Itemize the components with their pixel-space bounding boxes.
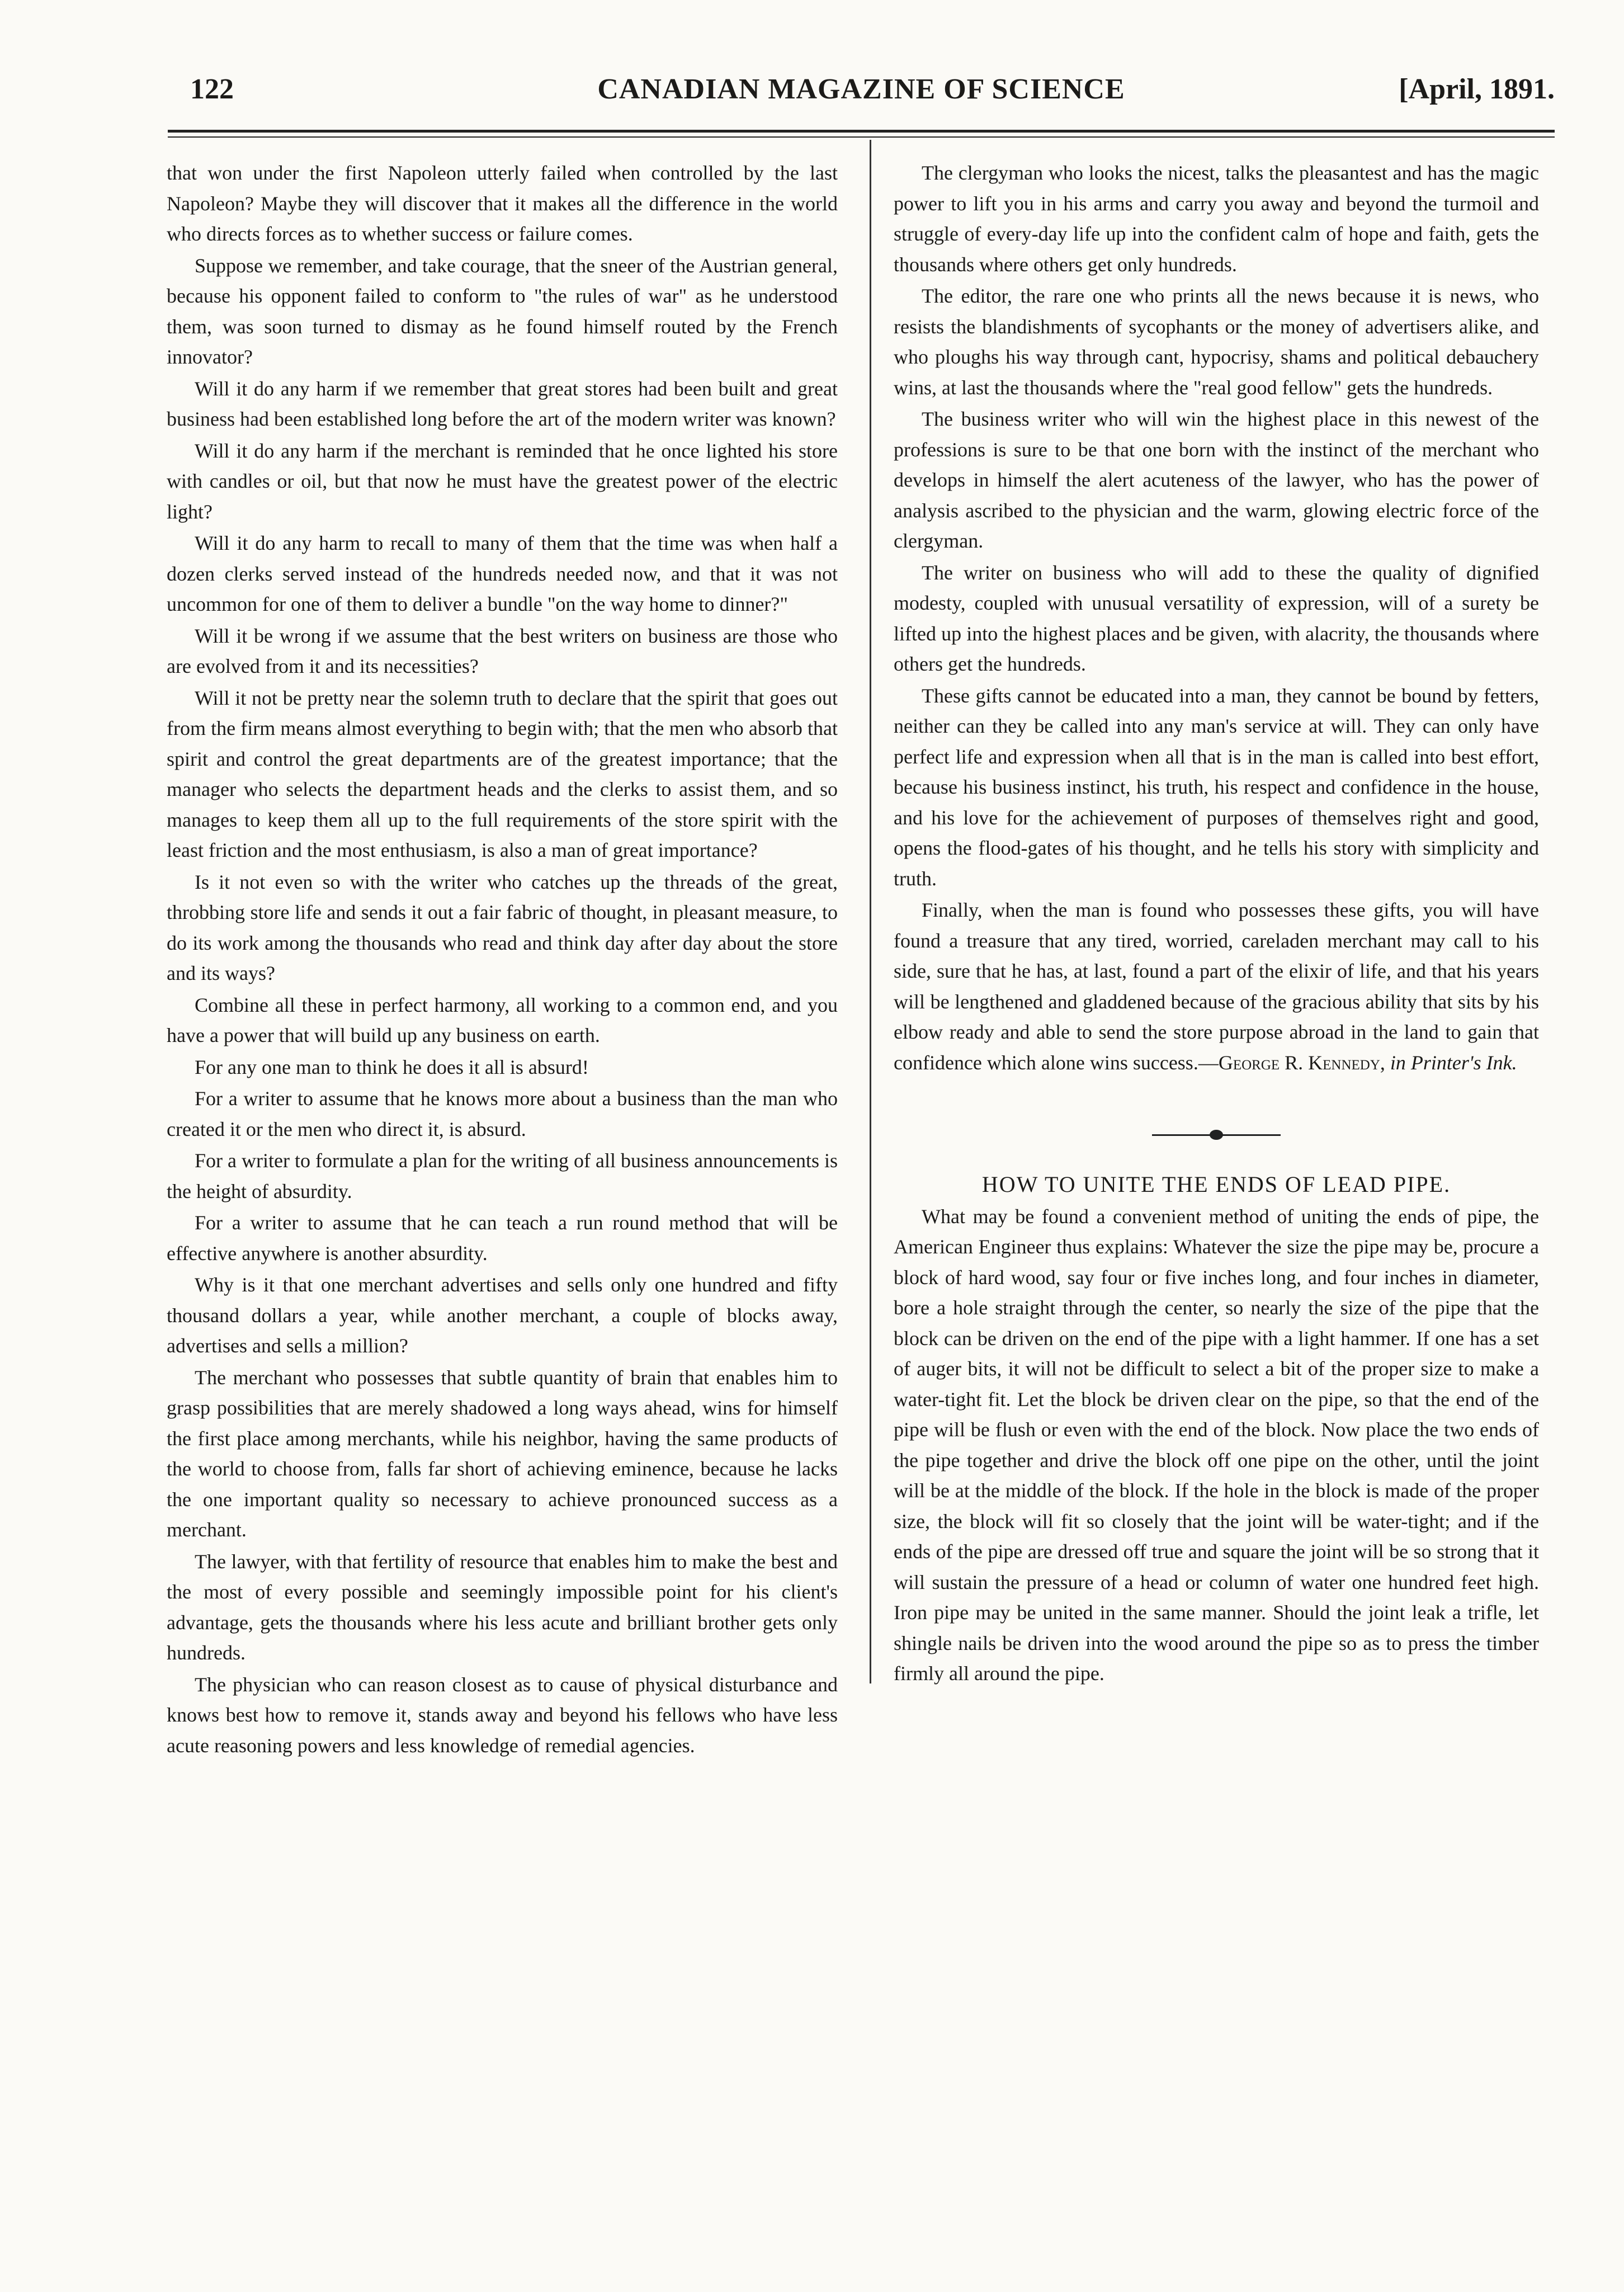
author-signature: George R. Kennedy, bbox=[1218, 1051, 1385, 1074]
source-attribution: in Printer's Ink. bbox=[1390, 1051, 1517, 1074]
paragraph: For a writer to assume that he knows more about a business than the man who created it or the men who direct it, is absurd. bbox=[167, 1087, 838, 1140]
paragraph: The clergyman who looks the nicest, talks the pleasantest and has the magic power to lift you in his arms and carry you away and beyond the turmoil and struggle of every-day life up into the confident calm of hope and faith, gets the thousands where others get only hundreds. bbox=[894, 162, 1539, 276]
page-header bbox=[168, 56, 1555, 117]
header-rule-thin bbox=[168, 136, 1555, 138]
paragraph: that won under the first Napoleon utterly failed when controlled by the last Napoleon? Maybe they will discover that it makes all the difference in the world who directs forces as to whether success or failure comes. bbox=[167, 162, 838, 245]
header-rule bbox=[168, 130, 1555, 133]
paragraph: The business writer who will win the highest place in this newest of the professions is sure to be that one born with the instinct of the merchant who develops in himself the alert acuteness of the lawyer, who has the power of analysis ascribed to the physician and the warm, glowing electric force of the clergyman. bbox=[894, 408, 1539, 552]
magazine-title: CANADIAN MAGAZINE OF SCIENCE bbox=[597, 73, 1125, 105]
section-ornament bbox=[1152, 1128, 1281, 1142]
paragraph: For a writer to assume that he can teach a run round method that will be effective anywhere is another absurdity. bbox=[167, 1211, 838, 1265]
paragraph: Will it do any harm to recall to many of them that the time was when half a dozen clerks served instead of the hundreds needed now, and that it was not uncommon for one of them to deliver a bundle "on the way home to dinner?" bbox=[167, 532, 838, 615]
paragraph: The physician who can reason closest as to cause of physical disturbance and knows best how to remove it, stands away and beyond his fellows who have less acute reasoning powers and less knowledge of remedial agencies. bbox=[167, 1673, 838, 1757]
paragraph: The editor, the rare one who prints all the news because it is news, who resists the blandishments of sycophants or the money of advertisers alike, and who ploughs his way through cant, hypocrisy, shams and political debauchery wins, at last the thousands where the "real good fellow" gets the hundreds. bbox=[894, 285, 1539, 399]
article-heading: HOW TO UNITE THE ENDS OF LEAD PIPE. bbox=[981, 1172, 1451, 1197]
paragraph: For any one man to think he does it all is absurd! bbox=[195, 1055, 589, 1078]
paragraph: The writer on business who will add to these the quality of dignified modesty, coupled with unusual versatility of expression, will of a surety be lifted up into the highest places and be given, with alacrity, the thousands where others get the hundreds. bbox=[894, 561, 1539, 675]
paragraph: Why is it that one merchant advertises and sells only one hundred and fifty thousand dollars a year, while another merchant, a couple of blocks away, advertises and sells a million? bbox=[167, 1274, 838, 1357]
paragraph: What may be found a convenient method of uniting the ends of pipe, the American Engineer thus explains: Whatever the size the pipe may be, procure a block of hard wood, say four or five inches long, and four inches in diameter, bore a hole straight through the center, so nearly the size of the pipe that the block can be driven on the end of the pipe with a light hammer. If one has a set of auger bits, it will not be difficult to select a bit of the proper size to make a water-tight fit. Let the block be driven clear on the pipe, so that the end of the pipe will be flush or even with the end of the block. Now place the two ends of the pipe together and drive the block off one pipe on the other, until the joint will be at the middle of the block. If the hole in the block is made of the proper size, the block will fit so closely that the joint will be water-tight; and if the ends of the pipe are dressed off true and square the joint will be so strong that it will sustain the pressure of a head or column of water one hundred feet high. Iron pipe may be united in the same manner. Should the joint leak a trifle, let shingle nails be driven into the wood around the pipe so as to press the timber firmly all around the pipe. bbox=[894, 1205, 1539, 1685]
right-column bbox=[894, 158, 1539, 1690]
paragraph: Will it not be pretty near the solemn truth to declare that the spirit that goes out from the firm means almost everything to begin with; that the men who absorb that spirit and control the great departments are of the greatest importance; that the manager who selects the department heads and the clerks to assist them, and so manages to keep them all up to the full requirements of the store spirit with the least friction and the most enthusiasm, is also a man of great importance? bbox=[167, 686, 838, 861]
column-divider bbox=[870, 140, 871, 1683]
paragraph: Will it do any harm if the merchant is reminded that he once lighted his store with candles or oil, but that now he must have the greatest power of the electric light? bbox=[167, 439, 838, 523]
left-column bbox=[167, 158, 838, 1762]
paragraph: The merchant who possesses that subtle quantity of brain that enables him to grasp possibilities that are merely shadowed a long ways ahead, wins for himself the first place among merchants, while his neighbor, having the same products of the world to choose from, falls far short of achieving eminence, because he lacks the one important quality so necessary to achieve pronounced success as a merchant. bbox=[167, 1366, 838, 1541]
paragraph: Will it do any harm if we remember that great stores had been built and great business had been established long before the art of the modern writer was known? bbox=[167, 377, 838, 430]
paragraph: Suppose we remember, and take courage, that the sneer of the Austrian general, because his opponent failed to conform to "the rules of war" as he understood them, was soon turned to dismay as he found himself routed by the French innovator? bbox=[167, 254, 838, 368]
paragraph: These gifts cannot be educated into a man, they cannot be bound by fetters, neither can they be called into any man's service at will. They can only have perfect life and expression when all that is in the man is called into best effort, because his business instinct, his truth, his respect and confidence in the house, and his love for the achievement of purposes of themselves right and good, opens the flood-gates of his thought, and he tells his story with simplicity and truth. bbox=[894, 684, 1539, 890]
paragraph: Combine all these in perfect harmony, all working to a common end, and you have a power that will build up any business on earth. bbox=[167, 993, 838, 1046]
paragraph: Is it not even so with the writer who catches up the threads of the great, throbbing store life and sends it out a fair fabric of thought, in pleasant measure, to do its work among the thousands who read and think day after day about the store and its ways? bbox=[167, 870, 838, 984]
paragraph: Will it be wrong if we assume that the best writers on business are those who are evolved from it and its necessities? bbox=[167, 624, 838, 677]
page-number: 122 bbox=[190, 73, 234, 105]
paragraph: For a writer to formulate a plan for the writing of all business announcements is the height of absurdity. bbox=[167, 1149, 838, 1202]
paragraph: Finally, when the man is found who possesses these gifts, you will have found a treasure that any tired, worried, careladen merchant may call to his side, sure that he has, at last, found a part of the elixir of life, and that his years will be lengthened and gladdened because of the gracious ability that sits by his elbow ready and able to send the store purpose abroad in the land to gain that confidence which alone wins success.—George R. Kennedy, in Printer's Ink. bbox=[894, 899, 1539, 1074]
paragraph: The lawyer, with that fertility of resource that enables him to make the best and the most of every possible and seemingly impossible point for his client's advantage, gets the thousands where his less acute and brilliant brother gets only hundreds. bbox=[167, 1550, 838, 1664]
paragraph-text: Finally, when the man is found who possesses these gifts, you will have found a treasure that any tired, worried, careladen merchant may call to his side, sure that he has, at last, found a part of the elixir of life, and that his years will be lengthened and gladdened because of the gracious ability that sits by his elbow ready and able to send the store purpose abroad in the land to gain that confidence which alone wins success. bbox=[894, 899, 1539, 1074]
issue-date: [April, 1891. bbox=[1399, 73, 1555, 105]
